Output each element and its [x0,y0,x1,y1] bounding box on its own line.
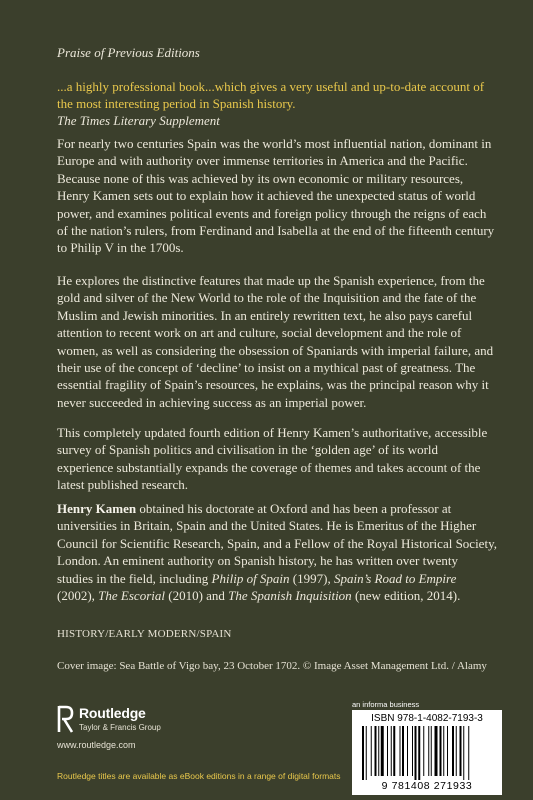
cover-image-credit: Cover image: Sea Battle of Vigo bay, 23 October 1702. © Image Asset Management Ltd. / Alamy [57,660,487,672]
bio-text-1: obtained his doctorate at Oxford and has been a professor at universities in Britain, Spain and the United States. He is Emeritus of the Higher Council for Scientific Research, Spain, and a Fellow of the Royal Historical Society, London. An eminent authority on Spanish history, he has written over twenty studies in the field, including [57,501,497,586]
description-paragraph-3: This completely updated fourth edition of Henry Kamen’s authoritative, accessible survey of Spanish politics and civilisation in the ‘golden age’ of its world experience substantially expands the coverage of themes and takes account of the latest published research. [57,425,488,493]
praise-quote: ...a highly professional book...which gives a very useful and up-to-date account of the most interesting period in Spanish history. [57,79,485,111]
barcode-bars [360,726,494,780]
publisher-group: Taylor & Francis Group [79,723,161,732]
author-bio [57,500,497,604]
book-title-2: Spain’s Road to Empire [333,570,457,586]
book-title-1: Philip of Spain [211,570,290,586]
informa-tagline: an informa business [352,700,420,709]
ebook-note: Routledge titles are available as eBook editions in a range of digital formats [57,771,341,781]
book-title-4: The Spanish Inquisition [228,588,352,604]
description-paragraph-1: For nearly two centuries Spain was the world’s most influential nation, dominant in Europe and with authority over immense territories in America and the Pacific. Because none of this was achieved by its own economic or military resources, Henry Kamen sets out to explain how it achieved the unexpected status of world power, and examines political events and foreign policy through the reigns of each of the nation’s rulers, from Ferdinand and Isabella at the end of the fifteenth century to Philip V in the 1700s. [57,136,495,256]
publisher-name: Routledge [79,705,146,721]
description-paragraph-2: He explores the distinctive features that made up the Spanish experience, from the gold and silver of the New World to the role of the Inquisition and the fate of the Muslim and Jewish minorities. In an entirely rewritten text, he also pays careful attention to recent work on art and culture, social development and the role of women, as well as considering the obsession of Spaniards with imperial failure, and their use of the concept of ‘decline’ to insist on a mythical past of greatness. The essential fragility of Spain’s resources, he explains, was the principal reason why it never succeeded in achieving success as an imperial power. [57,273,494,410]
praise-block [57,78,497,129]
book-title-3: The Escorial [98,588,165,604]
bio-text-5: (new edition, 2014). [351,588,461,604]
bio-text-3: (2002), [57,588,99,604]
isbn-barcode [352,710,502,795]
author-name: Henry Kamen [57,501,137,516]
publisher-logo [57,703,167,739]
bio-text-4: (2010) and [164,588,229,604]
routledge-r-icon [57,705,75,733]
subject-category: HISTORY/EARLY MODERN/SPAIN [57,628,232,640]
barcode-digits: 9 781408 271933 [381,780,473,792]
isbn-text: ISBN 978-1-4082-7193-3 [371,713,483,724]
publisher-website[interactable]: www.routledge.com [57,740,136,750]
praise-heading: Praise of Previous Editions [57,45,200,60]
praise-source: The Times Literary Supplement [57,113,220,128]
bio-text-2: (1997), [289,570,334,586]
